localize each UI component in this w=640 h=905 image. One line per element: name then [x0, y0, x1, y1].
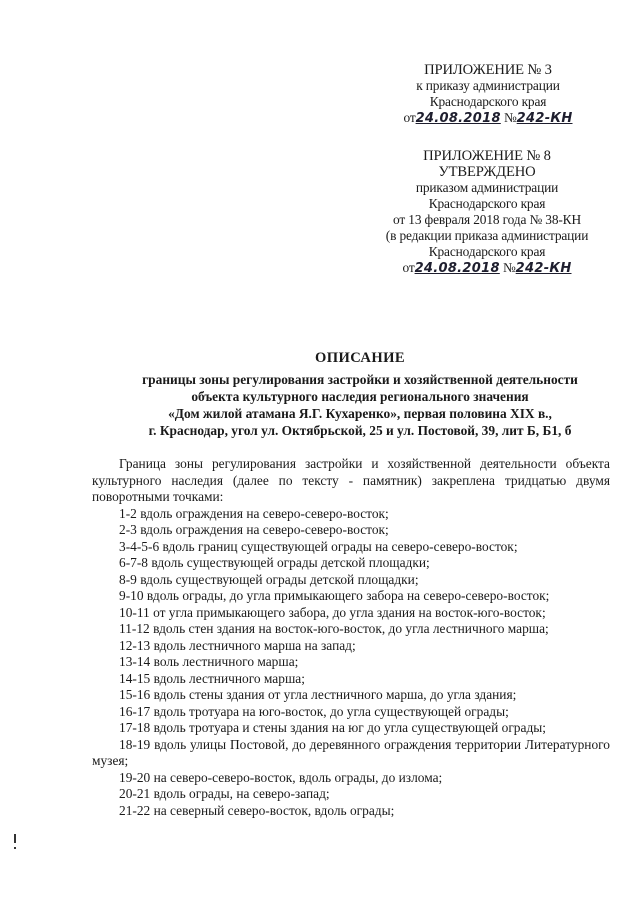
title-line-4: г. Краснодар, угол ул. Октябрьской, 25 и ул. Постовой, 39, лит Б, Б1, б	[148, 423, 572, 438]
appendix-8-ref	[362, 260, 612, 277]
appendix-3-number: 242-КН	[516, 111, 573, 126]
appendix-3-title: ПРИЛОЖЕНИЕ № 3	[424, 62, 552, 78]
list-item: 13-14 воль лестничного марша;	[119, 654, 299, 669]
list-item: 6-7-8 вдоль существующей ограды детской площадки;	[119, 555, 430, 570]
appendix-3-line-1: к приказу администрации	[416, 78, 560, 93]
list-item: 1-2 вдоль ограждения на северо-северо-восток;	[119, 505, 389, 521]
appendix-3-ref	[378, 110, 598, 127]
list-item: 20-21 вдоль ограды, на северо-запад;	[119, 786, 330, 801]
appendix-3-from: от	[403, 110, 416, 125]
appendix-8-approved: УТВЕРЖДЕНО	[438, 164, 536, 180]
appendix-8-no: №	[503, 260, 516, 275]
title-line-1: границы зоны регулирования застройки и хозяйственной деятельности	[142, 372, 578, 387]
appendix-8-line-5: Краснодарского края	[428, 244, 546, 259]
list-item: 10-11 от угла примыкающего забора, до угла здания на восток-юго-восток;	[119, 604, 546, 620]
title-line-2: объекта культурного наследия регионального значения	[191, 389, 529, 404]
appendix-8-title: ПРИЛОЖЕНИЕ № 8	[423, 148, 551, 164]
list-item: 16-17 вдоль тротуара на юго-восток, до угла существующей ограды;	[119, 703, 509, 719]
list-item: 14-15 вдоль лестничного марша;	[119, 670, 305, 686]
intro-paragraph: Граница зоны регулирования застройки и хозяйственной деятельности объекта культурного наследия (далее по тексту - памятник) закреплена тридцатью двумя поворотными точками:	[92, 456, 610, 504]
list-item: 9-10 вдоль ограды, до угла примыкающего забора на северо-северо-восток;	[119, 588, 550, 603]
scan-mark	[14, 834, 16, 843]
list-item: 11-12 вдоль стен здания на восток-юго-восток, до угла лестничного марша;	[119, 621, 549, 636]
list-item: 3-4-5-6 вдоль границ существующей ограды на северо-северо-восток;	[119, 538, 518, 554]
appendix-8-block	[362, 148, 612, 277]
list-item: 12-13 вдоль лестничного марша на запад;	[119, 637, 356, 653]
appendix-8-line-3: от 13 февраля 2018 года № 38-КН	[393, 212, 581, 227]
appendix-3-date: 24.08.2018	[415, 111, 501, 126]
list-item: 19-20 на северо-северо-восток, вдоль ограды, до излома;	[119, 769, 443, 785]
appendix-8-line-1: приказом администрации	[415, 180, 559, 195]
appendix-3-line-2: Краснодарского края	[429, 94, 547, 109]
list-item: 17-18 вдоль тротуара и стены здания на юг до угла существующей ограды;	[119, 720, 546, 735]
list-item: 18-19 вдоль улицы Постовой, до деревянного ограждения территории Литературного музея;	[92, 736, 610, 768]
list-item: 21-22 на северный северо-восток, вдоль ограды;	[119, 802, 395, 818]
appendix-8-date: 24.08.2018	[414, 261, 500, 276]
appendix-8-line-2: Краснодарского края	[428, 196, 546, 211]
list-item: 15-16 вдоль стены здания от угла лестничного марша, до угла здания;	[119, 687, 517, 702]
list-item: 8-9 вдоль существующей ограды детской площадки;	[119, 571, 419, 587]
list-item: 2-3 вдоль ограждения на северо-северо-восток;	[119, 522, 389, 537]
appendix-3-block	[378, 62, 598, 127]
document-title: ОПИСАНИЕ	[314, 350, 406, 366]
appendix-8-from: от	[402, 260, 415, 275]
title-line-3: «Дом жилой атамана Я.Г. Кухаренко», первая половина XIX в.,	[168, 406, 552, 421]
document-body	[92, 456, 610, 819]
appendix-8-number: 242-КН	[515, 261, 572, 276]
appendix-8-line-4: (в редакции приказа администрации	[385, 228, 589, 243]
scan-mark	[14, 847, 16, 849]
appendix-3-no: №	[504, 110, 517, 125]
